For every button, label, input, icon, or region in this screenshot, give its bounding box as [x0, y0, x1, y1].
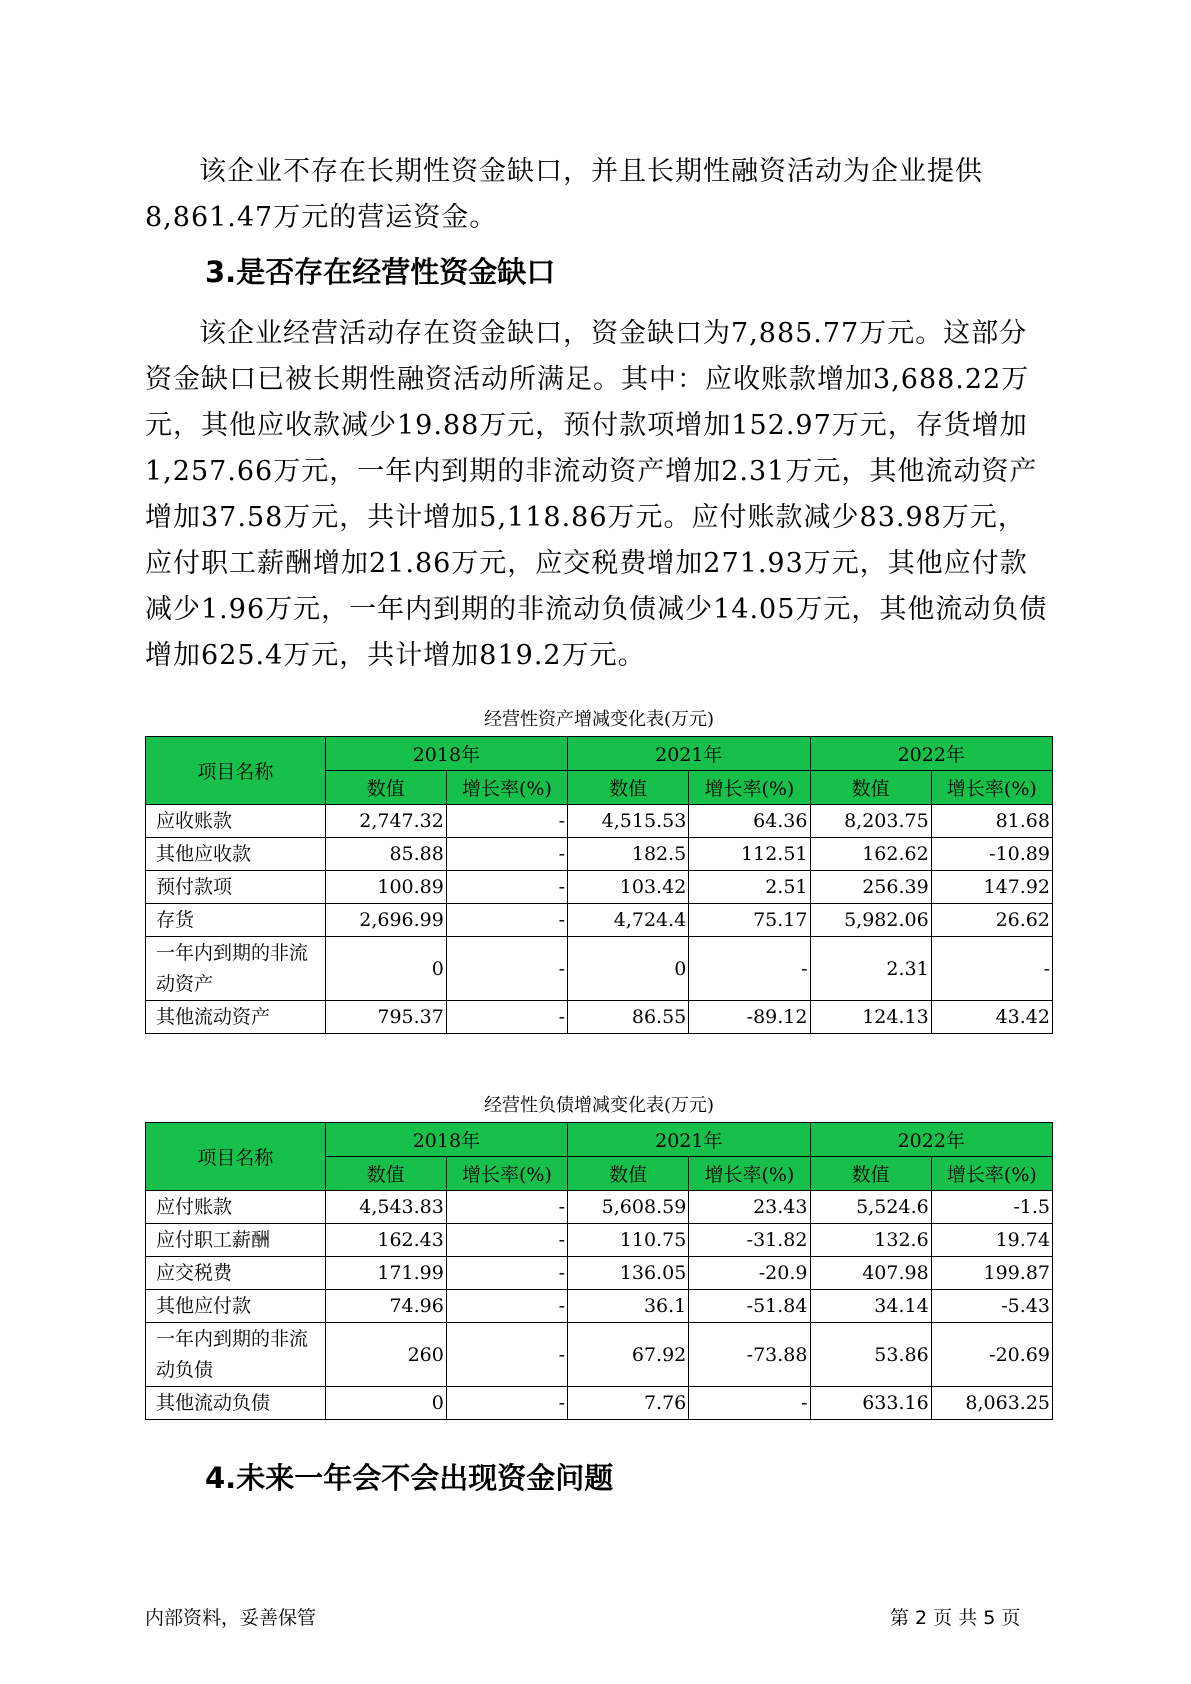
header-value: 数值 — [325, 1157, 446, 1191]
header-year-2018: 2018年 — [325, 737, 567, 771]
table-row — [146, 1224, 1053, 1257]
cell-value: 162.43 — [325, 1224, 446, 1257]
cell-growth-rate: -89.12 — [689, 1001, 810, 1034]
cell-value: 4,543.83 — [325, 1191, 446, 1224]
cell-growth-rate: 75.17 — [689, 904, 810, 937]
cell-growth-rate: -51.84 — [689, 1290, 810, 1323]
cell-value: 795.37 — [325, 1001, 446, 1034]
header-value: 数值 — [568, 771, 689, 805]
cell-growth-rate: - — [446, 904, 567, 937]
cell-value: 2,696.99 — [325, 904, 446, 937]
row-item-name: 应收账款 — [146, 805, 326, 838]
footer-confidential-note: 内部资料，妥善保管 — [145, 1607, 317, 1629]
table-row — [146, 1001, 1053, 1034]
cell-value: 0 — [325, 1387, 446, 1420]
cell-growth-rate: - — [446, 1224, 567, 1257]
cell-value: 86.55 — [568, 1001, 689, 1034]
cell-growth-rate: - — [446, 937, 567, 1001]
cell-value: 74.96 — [325, 1290, 446, 1323]
header-year-2022: 2022年 — [810, 737, 1053, 771]
table-row — [146, 805, 1053, 838]
table-row — [146, 937, 1053, 1001]
table-caption-assets: 经营性资产增减变化表(万元) — [483, 709, 715, 730]
header-year-2021: 2021年 — [568, 1123, 810, 1157]
cell-value: 182.5 — [568, 838, 689, 871]
cell-value: 260 — [325, 1323, 446, 1387]
cell-value: 633.16 — [810, 1387, 931, 1420]
cell-value: 7.76 — [568, 1387, 689, 1420]
header-growth-rate: 增长率(%) — [931, 771, 1052, 805]
cell-growth-rate: 199.87 — [931, 1257, 1052, 1290]
cell-growth-rate: 81.68 — [931, 805, 1052, 838]
cell-value: 407.98 — [810, 1257, 931, 1290]
header-growth-rate: 增长率(%) — [446, 1157, 567, 1191]
footer-page-number: 第 2 页 共 5 页 — [890, 1607, 1021, 1629]
cell-value: 5,608.59 — [568, 1191, 689, 1224]
cell-growth-rate: -20.69 — [931, 1323, 1052, 1387]
header-year-2022: 2022年 — [810, 1123, 1053, 1157]
header-growth-rate: 增长率(%) — [446, 771, 567, 805]
cell-growth-rate: -73.88 — [689, 1323, 810, 1387]
cell-value: 2.31 — [810, 937, 931, 1001]
cell-value: 132.6 — [810, 1224, 931, 1257]
row-item-name: 预付款项 — [146, 871, 326, 904]
cell-growth-rate: - — [689, 1387, 810, 1420]
cell-growth-rate: -5.43 — [931, 1290, 1052, 1323]
header-value: 数值 — [810, 1157, 931, 1191]
header-value: 数值 — [810, 771, 931, 805]
cell-value: 0 — [325, 937, 446, 1001]
cell-value: 4,515.53 — [568, 805, 689, 838]
row-item-name: 其他流动资产 — [146, 1001, 326, 1034]
cell-growth-rate: 8,063.25 — [931, 1387, 1052, 1420]
cell-growth-rate: - — [446, 1290, 567, 1323]
cell-value: 85.88 — [325, 838, 446, 871]
cell-growth-rate: -1.5 — [931, 1191, 1052, 1224]
cell-growth-rate: -10.89 — [931, 838, 1052, 871]
cell-value: 5,524.6 — [810, 1191, 931, 1224]
cell-value: 124.13 — [810, 1001, 931, 1034]
cell-growth-rate: 64.36 — [689, 805, 810, 838]
table-row — [146, 838, 1053, 871]
table-row — [146, 871, 1053, 904]
row-item-name: 其他应付款 — [146, 1290, 326, 1323]
section-heading-next-year: 4.未来一年会不会出现资金问题 — [205, 1461, 614, 1495]
cell-growth-rate: - — [446, 1191, 567, 1224]
row-item-name: 应付账款 — [146, 1191, 326, 1224]
cell-growth-rate: 26.62 — [931, 904, 1052, 937]
row-item-name: 一年内到期的非流动负债 — [146, 1323, 326, 1387]
cell-value: 110.75 — [568, 1224, 689, 1257]
cell-growth-rate: 147.92 — [931, 871, 1052, 904]
table-row — [146, 1290, 1053, 1323]
row-item-name: 应付职工薪酬 — [146, 1224, 326, 1257]
cell-growth-rate: - — [446, 1001, 567, 1034]
header-item-name: 项目名称 — [146, 1123, 326, 1191]
cell-value: 162.62 — [810, 838, 931, 871]
cell-growth-rate: - — [689, 937, 810, 1001]
cell-growth-rate: - — [446, 1387, 567, 1420]
cell-value: 36.1 — [568, 1290, 689, 1323]
cell-growth-rate: - — [446, 805, 567, 838]
header-growth-rate: 增长率(%) — [689, 1157, 810, 1191]
operating-liabilities-table — [145, 1122, 1053, 1420]
header-year-2021: 2021年 — [568, 737, 810, 771]
table-caption-liabilities: 经营性负债增减变化表(万元) — [483, 1095, 715, 1116]
cell-value: 67.92 — [568, 1323, 689, 1387]
header-value: 数值 — [325, 771, 446, 805]
paragraph-long-term-funding: 该企业不存在长期性资金缺口，并且长期性融资活动为企业提供8,861.47万元的营运资金。 — [145, 156, 983, 233]
cell-growth-rate: 112.51 — [689, 838, 810, 871]
cell-growth-rate: - — [446, 1323, 567, 1387]
row-item-name: 存货 — [146, 904, 326, 937]
cell-growth-rate: - — [931, 937, 1052, 1001]
cell-value: 2,747.32 — [325, 805, 446, 838]
cell-growth-rate: 43.42 — [931, 1001, 1052, 1034]
table-row — [146, 1257, 1053, 1290]
cell-value: 53.86 — [810, 1323, 931, 1387]
cell-value: 0 — [568, 937, 689, 1001]
table-row — [146, 1387, 1053, 1420]
operating-assets-table — [145, 736, 1053, 1034]
row-item-name: 应交税费 — [146, 1257, 326, 1290]
section-heading-operating-gap: 3.是否存在经营性资金缺口 — [205, 255, 556, 289]
cell-growth-rate: -31.82 — [689, 1224, 810, 1257]
cell-growth-rate: 2.51 — [689, 871, 810, 904]
cell-growth-rate: -20.9 — [689, 1257, 810, 1290]
cell-value: 171.99 — [325, 1257, 446, 1290]
header-item-name: 项目名称 — [146, 737, 326, 805]
row-item-name: 其他流动负债 — [146, 1387, 326, 1420]
header-growth-rate: 增长率(%) — [931, 1157, 1052, 1191]
cell-value: 100.89 — [325, 871, 446, 904]
cell-growth-rate: 19.74 — [931, 1224, 1052, 1257]
cell-growth-rate: - — [446, 838, 567, 871]
cell-value: 34.14 — [810, 1290, 931, 1323]
cell-growth-rate: - — [446, 1257, 567, 1290]
cell-growth-rate: 23.43 — [689, 1191, 810, 1224]
cell-value: 5,982.06 — [810, 904, 931, 937]
cell-value: 256.39 — [810, 871, 931, 904]
row-item-name: 其他应收款 — [146, 838, 326, 871]
header-year-2018: 2018年 — [325, 1123, 567, 1157]
cell-value: 8,203.75 — [810, 805, 931, 838]
header-growth-rate: 增长率(%) — [689, 771, 810, 805]
table-row — [146, 1191, 1053, 1224]
row-item-name: 一年内到期的非流动资产 — [146, 937, 326, 1001]
cell-value: 4,724.4 — [568, 904, 689, 937]
cell-value: 136.05 — [568, 1257, 689, 1290]
cell-value: 103.42 — [568, 871, 689, 904]
table-row — [146, 904, 1053, 937]
paragraph-operating-gap: 该企业经营活动存在资金缺口，资金缺口为7,885.77万元。这部分资金缺口已被长期性融资活动所满足。其中：应收账款增加3,688.22万元，其他应收款减少19.88万元，预付款项增加152.97万元，存货增加1,257.66万元，一年内到期的非流动资产增加2.31万元，其他流动资产增加37.58万元，共计增加5,118.86万元。应付账款减少83.98万元，应付职工薪酬增加21.86万元，应交税费增加271.93万元，其他应付款减少1.96万元，一年内到期的非流动负债减少14.05万元，其他流动负债增加625.4万元，共计增加819.2万元。 — [145, 318, 1048, 671]
header-value: 数值 — [568, 1157, 689, 1191]
table-row — [146, 1323, 1053, 1387]
cell-growth-rate: - — [446, 871, 567, 904]
